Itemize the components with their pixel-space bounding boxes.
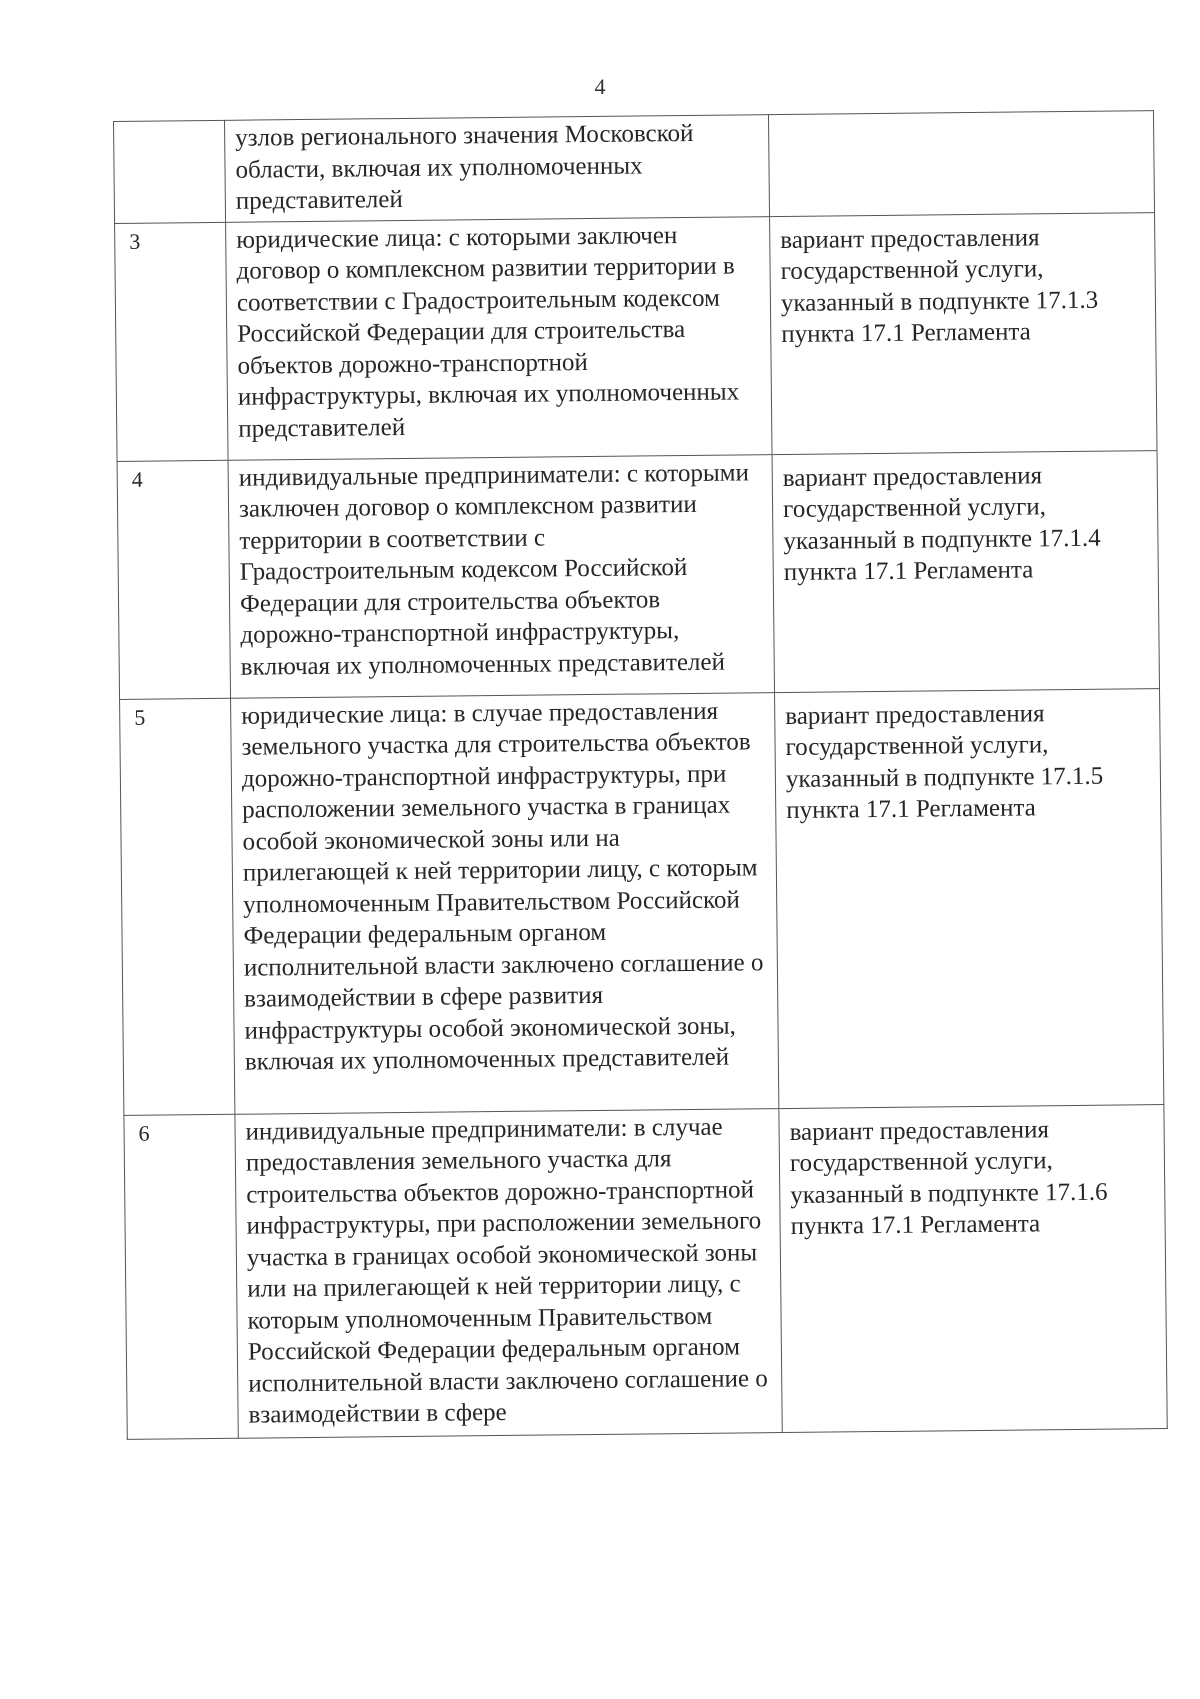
page-number: 4 [594,74,606,99]
row-number: 4 [117,460,230,699]
table-row [124,1104,1167,1439]
service-variant: вариант предоставления государственной услуги, указанный в подпункте 17.1.6 пункта 17.1 Регламента [779,1104,1167,1432]
applicant-description: узлов регионального значения Московской области, включая их уполномоченных представителей [224,115,769,222]
applicant-variants-table [113,110,1168,1439]
table-row [117,450,1159,699]
applicant-description: юридические лица: в случае предоставления земельного участка для строительства объектов дорожно-транспортной инфраструктуры, при расположении земельного участка в границах особой экономической зоны или на прилегающей к ней территории лицу, с которым уполномоченным Правительством Российской Федерации федеральным органом исполнительной власти заключено соглашение о взаимодействии в сфере развития инфраструктуры особой экономической зоны, включая их уполномоченных представителей [231,692,779,1114]
service-variant [768,111,1154,217]
table-row [120,688,1164,1115]
row-number: 5 [120,698,235,1115]
service-variant: вариант предоставления государственной услуги, указанный в подпункте 17.1.5 пункта 17.1 Регламента [775,688,1164,1108]
row-number: 6 [124,1114,238,1439]
row-number: 3 [115,222,228,461]
table-row [115,212,1157,461]
service-variant: вариант предоставления государственной услуги, указанный в подпункте 17.1.3 пункта 17.1 Регламента [770,212,1157,454]
table-row [114,111,1155,223]
row-number [114,120,226,223]
applicant-description: юридические лица: с которыми заключен договор о комплексном развитии территории в соответствии с Градостроительным кодексом Российской Федерации для строительства объектов дорожно-транспортной инфраструктуры, включая их уполномоченных представителей [226,216,772,460]
service-variant: вариант предоставления государственной услуги, указанный в подпункте 17.1.4 пункта 17.1 Регламента [772,450,1159,692]
applicant-description: индивидуальные предприниматели: с которыми заключен договор о комплексном развитии территории в соответствии с Градостроительным кодексом Российской Федерации для строительства объектов дорожно-транспортной инфраструктуры, включая их уполномоченных представителей [228,454,774,698]
applicant-description: индивидуальные предприниматели: в случае предоставления земельного участка для строительства объектов дорожно-транспортной инфраструктуры, при расположении земельного участка в границах особой экономической зоны или на прилегающей к ней территории лицу, с которым уполномоченным Правительством Российской Федерации федеральным органом исполнительной власти заключено соглашение о взаимодействии в сфере [235,1108,782,1438]
